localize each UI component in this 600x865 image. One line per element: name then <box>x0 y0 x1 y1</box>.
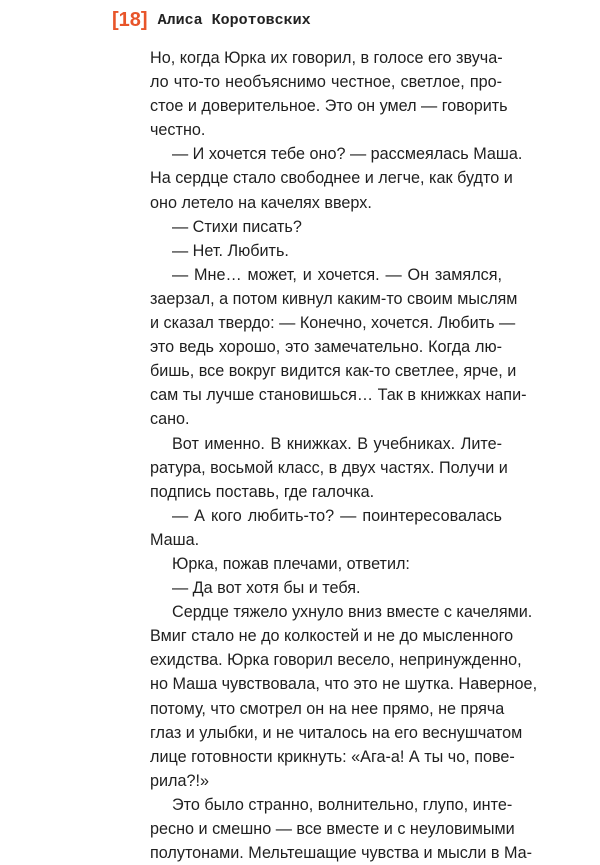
text-line: глаз и улыбки, и не читалось на его веснушчатом <box>150 723 523 742</box>
text-line: заерзал, а потом кивнул каким-то своим мыслям <box>150 289 518 308</box>
text-line: оно летело на качелях вверх. <box>150 193 372 212</box>
text-line: ло что-то необъяснимо честное, светлое, про- <box>150 73 502 92</box>
text-line: Маша. <box>150 530 200 549</box>
text-line: честно. <box>150 121 206 140</box>
text-line: рила?!» <box>150 771 209 790</box>
body-text <box>150 46 538 865</box>
text-line: это ведь хорошо, это замечательно. Когда лю- <box>150 338 502 357</box>
text-line: сам ты лучше становишься… Так в книжках напи- <box>150 386 527 405</box>
text-line: подпись поставь, где галочка. <box>150 482 375 501</box>
text-line: Вмиг стало не до колкостей и не до мысленного <box>150 627 514 646</box>
author-running-head: Алиса Коротовских <box>157 11 311 29</box>
text-line: лице готовности крикнуть: «Ага-а! А ты чо, пове- <box>150 747 515 766</box>
text-line: — А кого любить-то? — поинтересовалась <box>172 506 502 525</box>
text-line: ехидства. Юрка говорил весело, непринужденно, <box>150 651 522 670</box>
text-line: Юрка, пожав плечами, ответил: <box>172 554 410 573</box>
text-line: Сердце тяжело ухнуло вниз вместе с качелями. <box>172 603 533 622</box>
page-header <box>112 6 311 34</box>
text-line: полутонами. Мельтешащие чувства и мысли в Ма- <box>150 844 533 863</box>
text-line: — И хочется тебе оно? — рассмеялась Маша. <box>172 145 523 164</box>
page-number: [18] <box>112 8 148 31</box>
text-line: стое и доверительное. Это он умел — говорить <box>150 97 508 116</box>
text-line: бишь, все вокруг видится как-то светлее, ярче, и <box>150 362 517 381</box>
text-line: ратура, восьмой класс, в двух частях. Получи и <box>150 458 508 477</box>
text-line: ресно и смешно — все вместе и с неуловимыми <box>150 820 515 838</box>
text-line: — Стихи писать? <box>172 217 302 236</box>
text-line: На сердце стало свободнее и легче, как будто и <box>150 169 513 188</box>
text-line: Это было странно, волнительно, глупо, инте- <box>172 795 513 814</box>
text-line: Вот именно. В книжках. В учебниках. Лите- <box>172 434 502 453</box>
text-line: — Мне… может, и хочется. — Он замялся, <box>172 265 502 284</box>
text-line: сано. <box>150 410 190 429</box>
text-line: но Маша чувствовала, что это не шутка. Наверное, <box>150 675 538 694</box>
text-line: потому, что смотрел он на нее прямо, не пряча <box>150 699 505 718</box>
text-line: и сказал твердо: — Конечно, хочется. Любить — <box>150 314 516 333</box>
text-line: — Да вот хотя бы и тебя. <box>172 579 361 598</box>
text-line: — Нет. Любить. <box>172 241 289 260</box>
text-line: Но, когда Юрка их говорил, в голосе его звуча- <box>150 49 503 67</box>
